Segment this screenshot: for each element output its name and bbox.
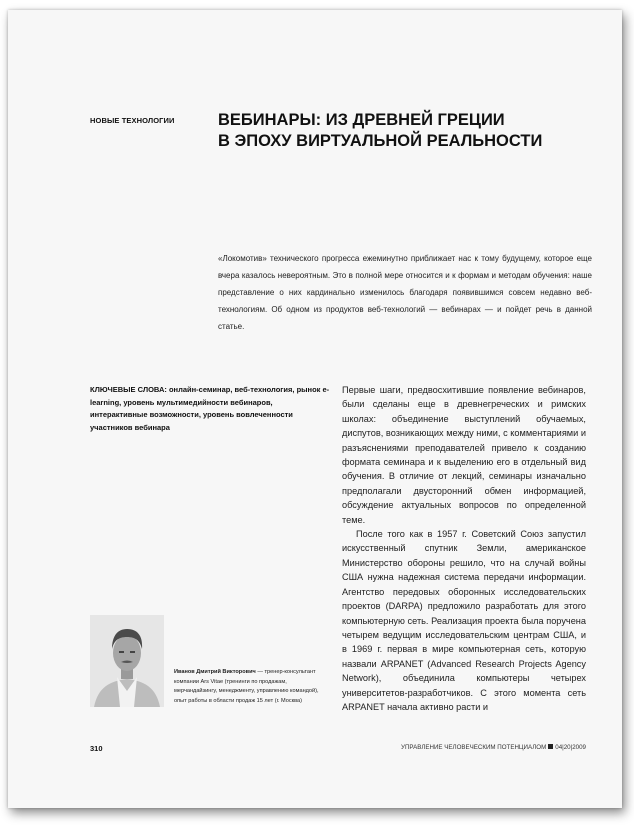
section-rubric: НОВЫЕ ТЕХНОЛОГИИ <box>90 116 175 125</box>
keywords-block <box>90 384 330 434</box>
author-name: Иванов Дмитрий Викторович <box>174 669 256 675</box>
square-separator-icon <box>548 744 553 749</box>
article-body <box>342 383 586 714</box>
author-photo <box>90 615 164 707</box>
article-title <box>218 110 598 152</box>
article-lead: «Локомотив» технического прогресса ежеминутно приближает нас к тому будущему, которое еще вчера казалось невероятным. Это в полной мере относится и к формам и методам обучения: наше представление о них кардинально изменилось благодаря появившимся совсем недавно веб-технологиям. Об одном из продуктов веб-технологий — вебинарах — и пойдет речь в данной статье. <box>218 254 592 331</box>
page-number: 310 <box>90 744 103 753</box>
journal-issue: 04|20|2009 <box>555 744 586 751</box>
title-line-1: ВЕБИНАРЫ: ИЗ ДРЕВНЕЙ ГРЕЦИИ <box>218 111 505 129</box>
body-paragraph-2: После того как в 1957 г. Советский Союз запустил искусственный спутник Земли, американское Министерство обороны решило, что на случай войны США нужна надежная система передачи информации. Агентство передовых оборонных исследовательских проектов (DARPA) предложило разработать для этого компьютерную сеть. Реализация проекта была поручена четырем ведущим исследовательским центрам США, и в 1969 г. первая в мире компьютерная сеть, которую назвали ARPANET (Advanced Research Projects Agency Network), объединила компьютеры четырех университетов-разработчиков. С этого момента сеть ARPANET начала активно расти и <box>342 529 586 712</box>
author-description: — тренер-консультант компании Ars Vitae (тренинги по продажам, мерчандайзингу, менеджменту, управлению командой), опыт работы в области продаж 15 лет (г. Москва) <box>174 669 319 704</box>
keywords-label: КЛЮЧЕВЫЕ СЛОВА: <box>90 385 167 394</box>
author-bio <box>174 668 324 706</box>
journal-name: УПРАВЛЕНИЕ ЧЕЛОВЕЧЕСКИМ ПОТЕНЦИАЛОМ <box>401 744 547 751</box>
keywords-text: онлайн-семинар, веб-технология, рынок e-learning, уровень мультимедийности вебинаров, интерактивные возможности, уровень вовлеченности участников вебинара <box>90 385 330 432</box>
journal-page <box>8 10 622 808</box>
title-line-2: В ЭПОХУ ВИРТУАЛЬНОЙ РЕАЛЬНОСТИ <box>218 132 543 150</box>
journal-footer <box>388 744 586 751</box>
body-paragraph-1: Первые шаги, предвосхитившие появление вебинаров, были сделаны еще в древнегреческих и римских школах: объединение выступлений обучаемых, диспутов, возникающих между ними, с комментариями и разъяснениями преподавателей привело к созданию формата семинара и к выделению его в отдельный вид обучения. В отличие от лекций, семинары изначально предполагали двусторонний обмен информацией, обсуждение актуальных вопросов по определенной теме. <box>342 385 586 525</box>
